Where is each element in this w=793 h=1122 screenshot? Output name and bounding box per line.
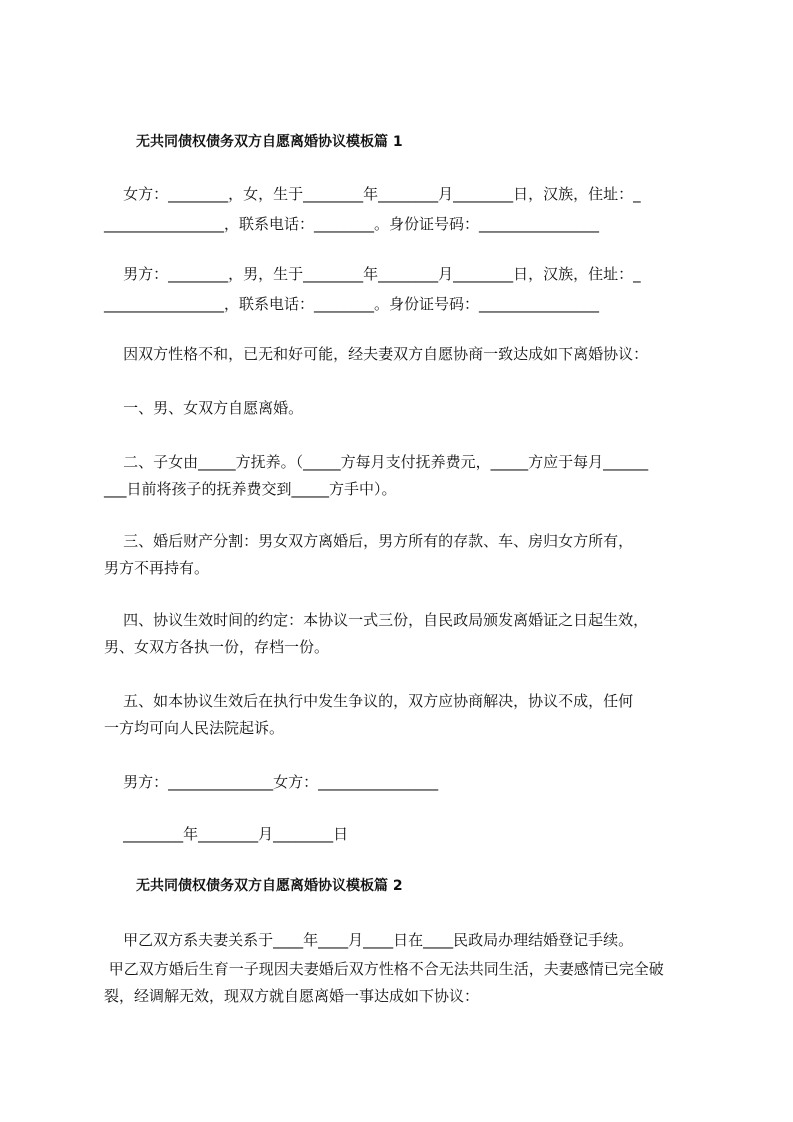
clause-3-line-1: 三、婚后财产分割：男女双方离婚后，男方所有的存款、车、房归女方所有， — [104, 532, 634, 550]
signature-line: 男方：______________女方：________________ — [104, 773, 439, 791]
section-2-paragraph-line-2: 甲乙双方婚后生育一子现因夫妻婚后双方性格不合无法共同生活，夫妻感情已完全破 — [104, 960, 664, 978]
clause-3-line-2: 男方不再持有。 — [104, 559, 210, 577]
woman-info-line-2: ________________，联系电话：________。身份证号码：________________ — [104, 215, 600, 233]
woman-info-line-1: 女方：________，女，生于________年________月________日，汉族，住址：_ — [104, 185, 641, 203]
clause-4-line-2: 男、女双方各执一份，存档一份。 — [104, 638, 330, 656]
agreement-intro: 因双方性格不和，已无和好可能，经夫妻双方自愿协商一致达成如下离婚协议： — [104, 345, 649, 363]
man-info-line-2: ________________，联系电话：________。身份证号码：________________ — [104, 295, 600, 313]
clause-2-line-1: 二、子女由_____方抚养。（_____方每月支付抚养费元，_____方应于每月______ — [104, 453, 649, 471]
date-line: ________年________月________日 — [104, 825, 349, 843]
clause-5-line-1: 五、如本协议生效后在执行中发生争议的，双方应协商解决，协议不成，任何 — [104, 692, 634, 710]
clause-2-line-2: ___日前将孩子的抚养费交到_____方手中）。 — [104, 480, 397, 498]
man-info-line-1: 男方：________，男，生于________年________月________日，汉族，住址：_ — [104, 265, 641, 283]
section-1-title: 无共同债权债务双方自愿离婚协议模板篇 1 — [136, 134, 403, 150]
clause-1: 一、男、女双方自愿离婚。 — [104, 399, 304, 417]
section-2-paragraph-line-3: 裂，经调解无效，现双方就自愿离婚一事达成如下协议： — [104, 987, 480, 1005]
section-2-paragraph-line-1: 甲乙双方系夫妻关系于____年____月____日在____民政局办理结婚登记手续。 — [104, 931, 634, 949]
section-2-title: 无共同债权债务双方自愿离婚协议模板篇 2 — [136, 878, 403, 894]
clause-4-line-1: 四、协议生效时间的约定：本协议一式三份，自民政局颁发离婚证之日起生效， — [104, 611, 649, 629]
clause-5-line-2: 一方均可向人民法院起诉。 — [104, 719, 285, 737]
